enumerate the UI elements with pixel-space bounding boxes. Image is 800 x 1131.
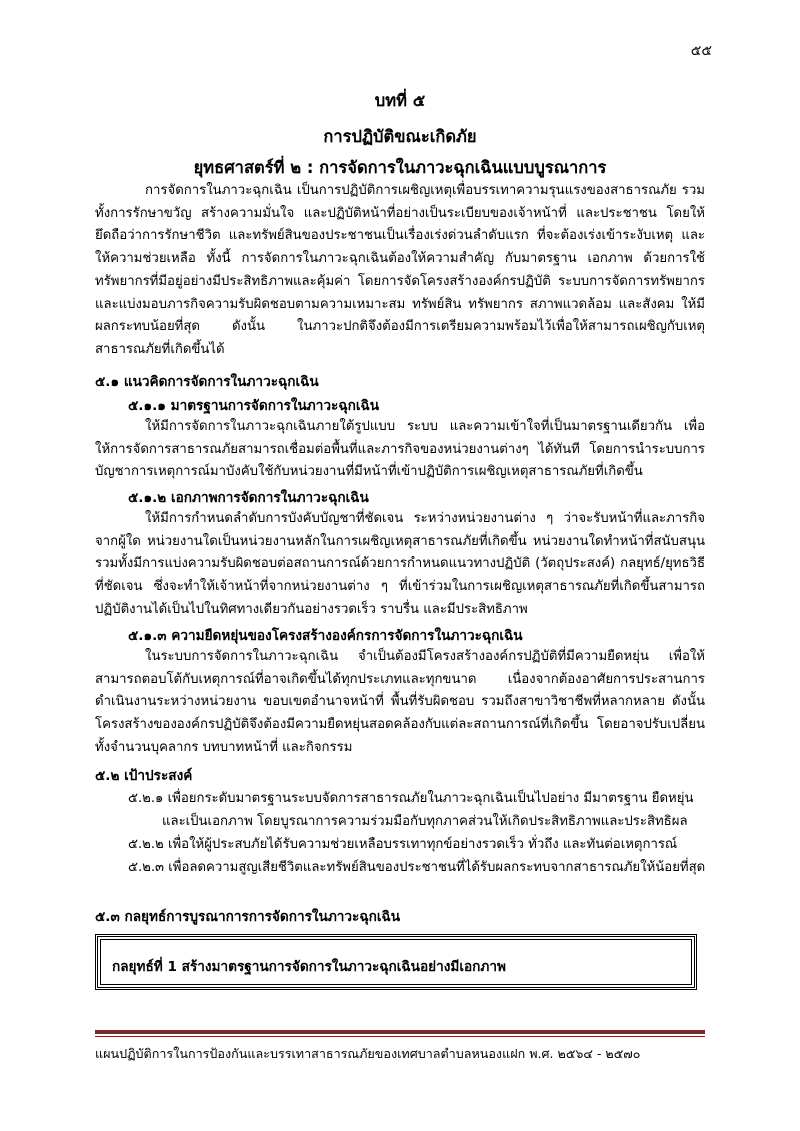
- strategy-box: [95, 934, 697, 990]
- section-5-1-3-paragraph: [95, 646, 705, 760]
- page-number: ๕๕: [690, 43, 712, 59]
- section-5-2-heading: ๕.๒ เป้าประสงค์: [95, 768, 193, 784]
- section-5-1-1-paragraph: [95, 416, 705, 484]
- section-5-1-1-heading: ๕.๑.๑ มาตรฐานการจัดการในภาวะฉุกเฉิน: [128, 398, 380, 414]
- footer-rule-thin: [95, 1036, 705, 1037]
- goal-5-2-1-line-1: ๕.๒.๑ เพื่อยกระดับมาตรฐานระบบจัดการสาธารณภัยในภาวะฉุกเฉินเป็นไปอย่าง มีมาตรฐาน ยืดหยุ่น: [128, 791, 694, 806]
- section-5-1-heading: ๕.๑ แนวคิดการจัดการในภาวะฉุกเฉิน: [95, 374, 319, 390]
- footer-rule-thick: [95, 1030, 705, 1034]
- chapter-title: การปฏิบัติขณะเกิดภัย: [323, 127, 477, 146]
- goal-5-2-3: ๕.๒.๓ เพื่อลดความสูญเสียชีวิตและทรัพย์สินของประชาชนที่ได้รับผลกระทบจากสาธารณภัยให้น้อยที่สุด: [128, 860, 705, 875]
- section-5-1-2-text: ให้มีการกำหนดลำดับการบังคับบัญชาที่ชัดเจน ระหว่างหน่วยงานต่าง ๆ ว่าจะรับหน้าที่และภารกิจจากผู้ใด หน่วยงานใดเป็นหน่วยงานหลักในการเผชิญเหตุสาธารณภัยที่เกิดขึ้น หน่วยงานใดทำหน้าที่สนับสนุน รวมทั้งมีการแบ่งความรับผิดชอบต่อสถานการณ์ด้วยการกำหนดแนวทางปฏิบัติ (วัตถุประสงค์) กลยุทธ์/ยุทธวิธีที่ชัดเจน ซึ่งจะทำให้เจ้าหน้าที่จากหน่วยงานต่าง ๆ ที่เข้าร่วมในการเผชิญเหตุสาธารณภัยที่เกิดขึ้นสามารถปฏิบัติงานได้เป็นไปในทิศทางเดียวกันอย่างรวดเร็ว ราบรื่น และมีประสิทธิภาพ: [95, 511, 705, 617]
- intro-paragraph: [95, 180, 705, 362]
- page-footer: แผนปฏิบัติการในการป้องกันและบรรเทาสาธารณภัยของเทศบาลตำบลหนองแฝก พ.ศ. ๒๕๖๔ - ๒๕๗๐: [95, 1046, 641, 1061]
- section-5-1-3-heading: ๕.๑.๓ ความยืดหยุ่นของโครงสร้างองค์กรการจัดการในภาวะฉุกเฉิน: [128, 628, 523, 644]
- section-5-1-2-heading: ๕.๑.๒ เอกภาพการจัดการในภาวะฉุกเฉิน: [128, 490, 369, 506]
- section-5-1-3-text: ในระบบการจัดการในภาวะฉุกเฉิน จำเป็นต้องมีโครงสร้างองค์กรปฏิบัติที่มีความยืดหยุ่น เพื่อให้สามารถตอบโต้กับเหตุการณ์ที่อาจเกิดขึ้นได้ทุกประเภทและทุกขนาด เนื่องจากต้องอาศัยการประสานการดำเนินงานระหว่างหน่วยงาน ขอบเขตอำนาจหน้าที่ พื้นที่รับผิดชอบ รวมถึงสาขาวิชาชีพที่หลากหลาย ดังนั้นโครงสร้างขององค์กรปฏิบัติจึงต้องมีความยืดหยุ่นสอดคล้องกับแต่ละสถานการณ์ที่เกิดขึ้น โดยอาจปรับเปลี่ยนทั้งจำนวนบุคลากร บทบาทหน้าที่ และกิจกรรม: [95, 649, 705, 755]
- section-5-1-1-text: ให้มีการจัดการในภาวะฉุกเฉินภายใต้รูปแบบ ระบบ และความเข้าใจที่เป็นมาตรฐานเดียวกัน เพื่อให้การจัดการสาธารณภัยสามารถเชื่อมต่อพื้นที่และภารกิจของหน่วยงานต่างๆ ได้ทันที โดยการนำระบบการบัญชาการเหตุการณ์มาบังคับใช้กับหน่วยงานที่มีหน้าที่เข้าปฏิบัติการเผชิญเหตุสาธารณภัยที่เกิดขึ้น: [95, 419, 705, 480]
- strategy-title: ยุทธศาสตร์ที่ ๒ : การจัดการในภาวะฉุกเฉินแบบบูรณาการ: [193, 158, 607, 177]
- strategy-1-text: กลยุทธ์ที่ 1 สร้างมาตรฐานการจัดการในภาวะฉุกเฉินอย่างมีเอกภาพ: [112, 959, 506, 975]
- intro-text: การจัดการในภาวะฉุกเฉิน เป็นการปฏิบัติการเผชิญเหตุเพื่อบรรเทาความรุนแรงของสาธารณภัย รวมทั้งการรักษาขวัญ สร้างความมั่นใจ และปฏิบัติหน้าที่อย่างเป็นระเบียบของเจ้าหน้าที่ และประชาชน โดยให้ยึดถือว่าการรักษาชีวิต และทรัพย์สินของประชาชนเป็นเรื่องเร่งด่วนลำดับแรก ที่จะต้องเร่งเข้าระงับเหตุ และให้ความช่วยเหลือ ทั้งนี้ การจัดการในภาวะฉุกเฉินต้องให้ความสำคัญ กับมาตรฐาน เอกภาพ ด้วยการใช้ทรัพยากรที่มีอยู่อย่างมีประสิทธิภาพและคุ้มค่า โดยการจัดโครงสร้างองค์กรปฏิบัติ ระบบการจัดการทรัพยากร และแบ่งมอบภารกิจความรับผิดชอบตามความเหมาะสม ทรัพย์สิน ทรัพยากร สภาพแวดล้อม และสังคม ให้มีผลกระทบน้อยที่สุด ดังนั้น ในภาวะปกติจึงต้องมีการเตรียมความพร้อมไว้เพื่อให้สามารถเผชิญกับเหตุสาธารณภัยที่เกิดขึ้นได้: [95, 183, 705, 357]
- chapter-heading: บทที่ ๕: [374, 91, 426, 110]
- goal-5-2-2: ๕.๒.๒ เพื่อให้ผู้ประสบภัยได้รับความช่วยเหลือบรรเทาทุกข์อย่างรวดเร็ว ทั่วถึง และทันต่อเหตุการณ์: [128, 837, 678, 852]
- section-5-1-2-paragraph: [95, 508, 705, 622]
- section-5-3-heading: ๕.๓ กลยุทธ์การบูรณาการการจัดการในภาวะฉุกเฉิน: [95, 909, 401, 925]
- goal-5-2-1-line-2: และเป็นเอกภาพ โดยบูรณาการความร่วมมือกับทุกภาคส่วนให้เกิดประสิทธิภาพและประสิทธิผล: [162, 814, 688, 829]
